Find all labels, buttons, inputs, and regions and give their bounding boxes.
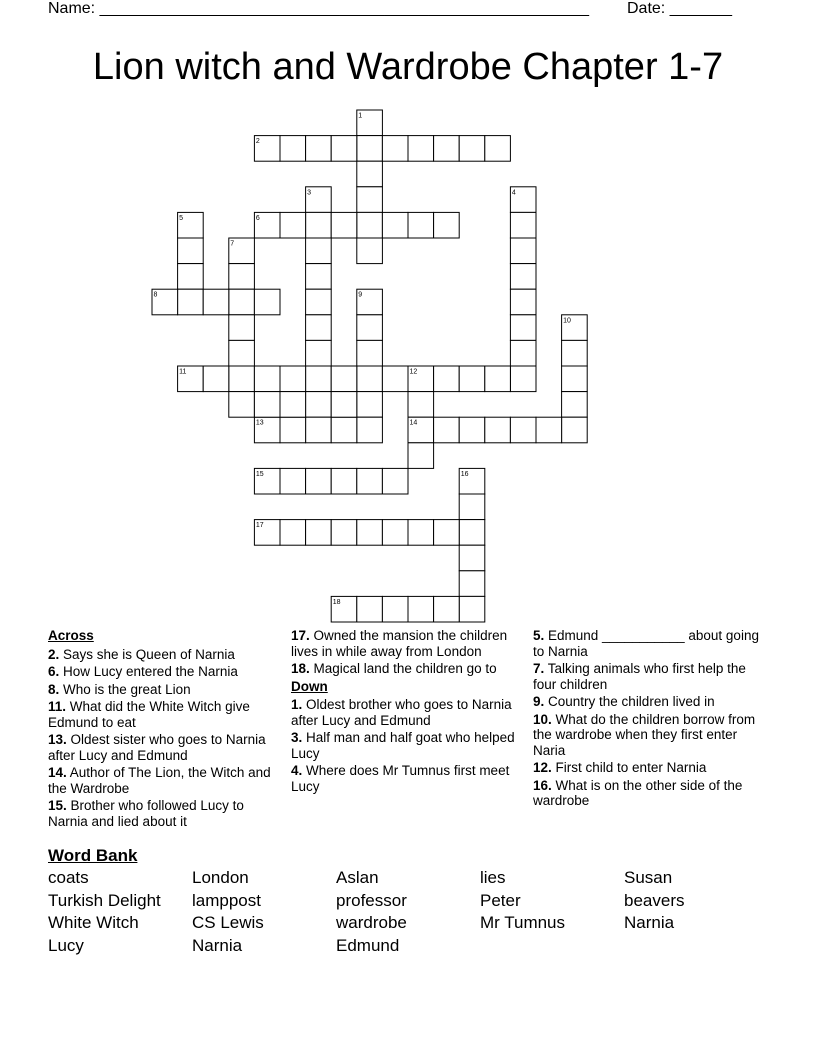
grid-cell[interactable] [306, 264, 332, 290]
grid-cell[interactable] [510, 264, 536, 290]
clue-number: 7 [230, 240, 235, 248]
clue-number: 13 [255, 419, 264, 427]
date-field-label[interactable]: Date: _______ [627, 0, 732, 17]
clue-number: 8 [153, 291, 158, 299]
grid-cell[interactable] [382, 366, 408, 392]
grid-cell[interactable] [562, 392, 588, 418]
word-bank-word: coats [48, 868, 89, 887]
grid-cell[interactable] [229, 340, 255, 366]
clue-item-text: Who is the great Lion [59, 681, 191, 697]
grid-cell[interactable] [331, 366, 357, 392]
clue-item-number: 12. [533, 760, 552, 775]
grid-cell[interactable] [434, 366, 460, 392]
grid-cell[interactable] [536, 417, 562, 443]
grid-cell[interactable] [485, 136, 511, 162]
clue-item-text: Talking animals who first help the four children [533, 661, 746, 692]
word-bank-word: Turkish Delight [48, 891, 161, 910]
clue-item [48, 699, 274, 730]
grid-cell[interactable] [331, 468, 357, 494]
grid-cell[interactable] [203, 289, 229, 315]
clue-item-number: 18. [291, 661, 310, 676]
clues-column-3 [533, 628, 765, 811]
grid-cell[interactable] [408, 520, 434, 546]
grid-cell[interactable] [306, 289, 332, 315]
grid-cell[interactable] [485, 417, 511, 443]
grid-cell[interactable] [229, 392, 255, 418]
grid-cell[interactable] [459, 417, 485, 443]
grid-cell[interactable] [459, 520, 485, 546]
clue-item-text: How Lucy entered the Narnia [59, 664, 238, 679]
grid-cell[interactable] [254, 366, 280, 392]
clue-number: 2 [255, 138, 260, 146]
word-bank-word: wardrobe [336, 913, 407, 932]
grid-cell[interactable] [510, 238, 536, 264]
down-clue-list [291, 697, 517, 794]
grid-cell[interactable] [357, 468, 383, 494]
clue-item-number: 4. [291, 763, 303, 778]
clue-item-number: 7. [533, 661, 545, 676]
grid-cell[interactable] [306, 315, 332, 341]
word-bank-word: lamppost [192, 891, 261, 910]
grid-cell[interactable] [357, 596, 383, 622]
clue-item [533, 661, 765, 692]
grid-cell[interactable] [306, 212, 332, 238]
grid-cell[interactable] [510, 340, 536, 366]
clue-item-number: 6. [48, 664, 60, 679]
grid-cell[interactable] [357, 238, 383, 264]
word-bank-word: Aslan [336, 868, 379, 887]
clue-number: 3 [307, 189, 312, 197]
word-bank-word: lies [480, 868, 506, 887]
clue-number: 16 [460, 470, 469, 478]
grid-cell[interactable] [357, 520, 383, 546]
grid-cell[interactable] [306, 136, 332, 162]
grid-cell[interactable] [562, 417, 588, 443]
clue-item-number: 17. [291, 628, 310, 643]
grid-cell[interactable] [331, 136, 357, 162]
grid-cell[interactable] [306, 417, 332, 443]
clue-item-number: 11. [48, 699, 67, 714]
word-bank-word: Susan [624, 868, 673, 887]
grid-cell[interactable] [510, 366, 536, 392]
clue-number: 15 [255, 470, 264, 478]
grid-cell[interactable] [459, 571, 485, 597]
clue-item [48, 798, 274, 829]
clue-item-number: 2. [48, 646, 60, 662]
clue-item [48, 682, 274, 698]
clue-item-number: 14. [48, 765, 67, 780]
down-clue-list-continued [533, 628, 765, 809]
grid-cell[interactable] [434, 417, 460, 443]
grid-cell[interactable] [357, 161, 383, 187]
clue-item [291, 661, 517, 677]
grid-cell[interactable] [510, 417, 536, 443]
grid-cell[interactable] [382, 520, 408, 546]
clue-item [533, 778, 765, 809]
clue-number: 12 [409, 368, 418, 376]
grid-cell[interactable] [510, 289, 536, 315]
grid-cell[interactable] [434, 520, 460, 546]
clue-item [533, 694, 765, 710]
grid-cell[interactable] [459, 494, 485, 520]
clue-item [533, 628, 765, 659]
grid-cell[interactable] [280, 417, 306, 443]
clue-item-number: 1. [291, 697, 303, 712]
clue-item-number: 16. [533, 777, 552, 793]
clue-item-number: 3. [291, 730, 303, 745]
clue-item [48, 765, 274, 796]
clue-number: 14 [409, 419, 418, 427]
clue-item [48, 664, 274, 680]
grid-cell[interactable] [280, 520, 306, 546]
name-field-label[interactable]: Name: _______________________________________________________ [48, 0, 589, 17]
grid-cell[interactable] [382, 212, 408, 238]
clue-item-number: 13. [48, 732, 67, 747]
word-bank-word: Peter [480, 891, 521, 910]
grid-cell[interactable] [510, 315, 536, 341]
across-clue-list-continued [291, 628, 517, 677]
clue-item-text: Half man and half goat who helped Lucy [291, 730, 515, 761]
clue-item-text: Says she is Queen of Narnia [59, 646, 235, 662]
grid-cell[interactable] [408, 136, 434, 162]
grid-cell[interactable] [178, 238, 204, 264]
grid-cell[interactable] [357, 340, 383, 366]
clue-item-text: Oldest sister who goes to Narnia after Lucy and Edmund [48, 732, 266, 763]
grid-cell[interactable] [459, 596, 485, 622]
clue-number: 1 [358, 112, 363, 120]
grid-cell[interactable] [357, 366, 383, 392]
grid-cell[interactable] [203, 366, 229, 392]
grid-cell[interactable] [331, 392, 357, 418]
word-bank-word: Lucy [48, 936, 84, 955]
grid-cell[interactable] [254, 289, 280, 315]
grid-cell[interactable] [254, 392, 280, 418]
word-bank-word: Narnia [192, 936, 243, 955]
grid-cell[interactable] [331, 417, 357, 443]
page-title: Lion witch and Wardrobe Chapter 1-7 [92, 46, 724, 88]
clue-item-text: Owned the mansion the children lives in while away from London [291, 628, 508, 659]
word-bank-title: Word Bank [48, 846, 138, 865]
clue-item-number: 5. [533, 628, 545, 643]
clue-item [48, 647, 274, 663]
grid-cell[interactable] [280, 366, 306, 392]
clue-number: 9 [358, 291, 363, 299]
grid-cell[interactable] [434, 212, 460, 238]
clue-item-number: 15. [48, 798, 67, 813]
clue-item [48, 732, 274, 763]
clue-item [533, 760, 765, 776]
grid-cell[interactable] [459, 136, 485, 162]
grid-cell[interactable] [357, 417, 383, 443]
clue-item-text: Country the children lived in [544, 694, 715, 709]
grid-cell[interactable] [434, 136, 460, 162]
grid-cell[interactable] [510, 212, 536, 238]
across-heading: Across [48, 628, 94, 643]
grid-cell[interactable] [382, 136, 408, 162]
grid-cell[interactable] [357, 392, 383, 418]
clue-item [533, 712, 765, 759]
clue-item-number: 10. [533, 711, 552, 727]
word-bank-word: professor [336, 891, 407, 910]
grid-cell[interactable] [357, 136, 383, 162]
clue-item-text: What did the White Witch give Edmund to eat [48, 699, 250, 730]
clue-number: 17 [255, 522, 264, 530]
grid-cell[interactable] [459, 366, 485, 392]
grid-cell[interactable] [357, 212, 383, 238]
grid-cell[interactable] [306, 468, 332, 494]
clue-number: 18 [332, 598, 341, 606]
clue-item [291, 697, 517, 728]
grid-cell[interactable] [562, 340, 588, 366]
clue-item [291, 730, 517, 761]
clue-number: 6 [255, 214, 260, 222]
grid-cell[interactable] [306, 238, 332, 264]
word-bank-word: Narnia [624, 913, 675, 932]
grid-cell[interactable] [280, 392, 306, 418]
grid-cell[interactable] [382, 596, 408, 622]
word-bank-word: beavers [624, 891, 685, 910]
grid-cell[interactable] [485, 366, 511, 392]
grid-cell[interactable] [331, 520, 357, 546]
clue-number: 5 [179, 214, 184, 222]
grid-cell[interactable] [562, 366, 588, 392]
down-heading: Down [291, 678, 328, 694]
clue-item-text: Author of The Lion, the Witch and the Wardrobe [48, 765, 271, 796]
grid-cell[interactable] [408, 596, 434, 622]
grid-cell[interactable] [306, 392, 332, 418]
grid-cell[interactable] [280, 468, 306, 494]
grid-cell[interactable] [306, 366, 332, 392]
grid-cell[interactable] [229, 289, 255, 315]
word-bank-word: White Witch [48, 913, 139, 932]
clue-number: 4 [511, 189, 516, 197]
word-bank-word: CS Lewis [192, 913, 264, 932]
grid-cell[interactable] [382, 468, 408, 494]
clue-item-number: 9. [533, 694, 545, 709]
grid-cell[interactable] [331, 212, 357, 238]
grid-cell[interactable] [178, 264, 204, 290]
clue-item-text: What is on the other side of the wardrobe [533, 777, 743, 808]
grid-cell[interactable] [280, 136, 306, 162]
grid-cell[interactable] [229, 315, 255, 341]
word-bank-word: London [192, 868, 249, 887]
clue-item-text: First child to enter Narnia [551, 760, 707, 775]
clue-item-text: Edmund ___________ about going to Narnia [533, 628, 759, 659]
grid-cell[interactable] [229, 264, 255, 290]
across-clue-list [48, 647, 274, 830]
clue-item [291, 628, 517, 659]
grid-cell[interactable] [178, 289, 204, 315]
clue-item-text: What do the children borrow from the wardrobe when they first enter Naria [533, 711, 756, 758]
clue-item [291, 763, 517, 794]
grid-cell[interactable] [357, 187, 383, 213]
clue-item-text: Brother who followed Lucy to Narnia and lied about it [48, 798, 244, 829]
clue-item-text: Where does Mr Tumnus first meet Lucy [291, 763, 510, 794]
grid-cell[interactable] [280, 212, 306, 238]
grid-cell[interactable] [306, 340, 332, 366]
word-bank-word: Mr Tumnus [480, 913, 566, 932]
grid-cell[interactable] [459, 545, 485, 571]
grid-cell[interactable] [229, 366, 255, 392]
grid-cell[interactable] [434, 596, 460, 622]
grid-cell[interactable] [306, 520, 332, 546]
clue-item-text: Oldest brother who goes to Narnia after Lucy and Edmund [291, 697, 512, 728]
grid-cell[interactable] [408, 392, 434, 418]
clues-column-2 [291, 628, 517, 796]
clue-item-text: Magical land the children go to [309, 661, 497, 676]
clues-column-1 [48, 628, 274, 831]
word-bank-word: Edmund [336, 936, 400, 955]
grid-cell[interactable] [408, 212, 434, 238]
clue-item-number: 8. [48, 681, 60, 697]
clue-number: 10 [563, 317, 571, 325]
grid-cell[interactable] [357, 315, 383, 341]
grid-cell[interactable] [408, 443, 434, 469]
clue-number: 11 [179, 368, 187, 376]
